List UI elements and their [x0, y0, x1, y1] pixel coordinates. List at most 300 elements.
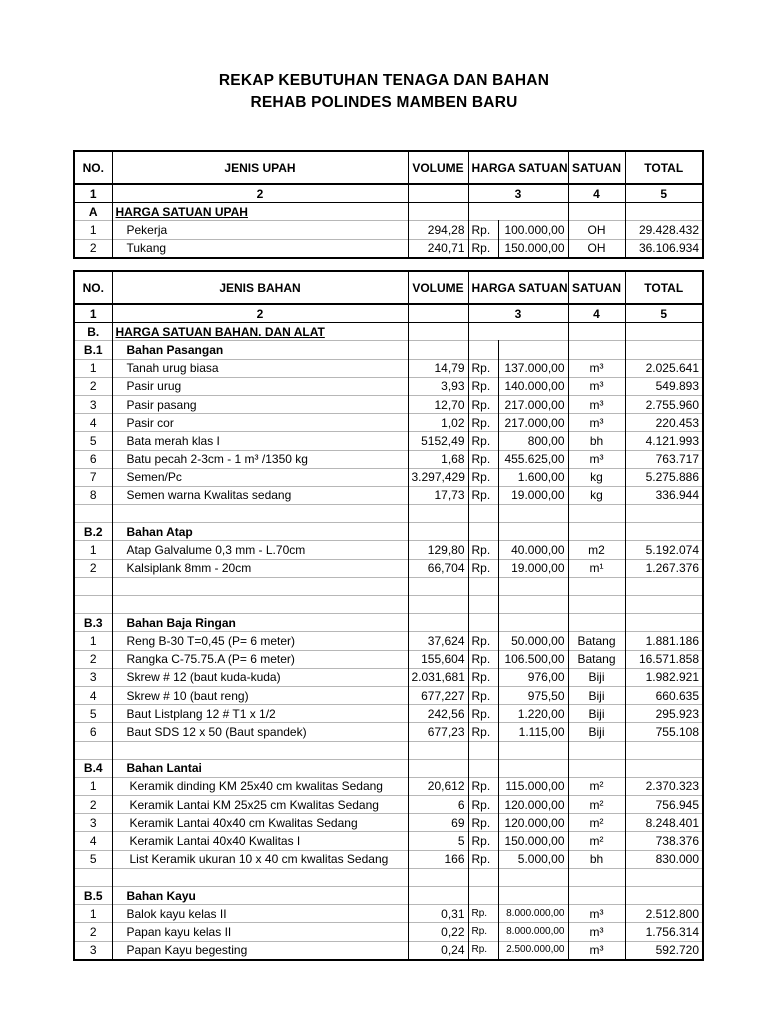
cell: [468, 887, 498, 905]
row-satuan: m³: [568, 395, 625, 413]
row-satuan: Batang: [568, 650, 625, 668]
cell: [408, 887, 468, 905]
cell: [408, 577, 468, 595]
row-volume: 129,80: [408, 541, 468, 559]
table-row: [74, 468, 703, 486]
row-harga: 19.000,00: [498, 486, 568, 504]
row-total: 1.756.314: [625, 923, 703, 941]
header-satuan: SATUAN: [568, 151, 625, 184]
table-header-row: [74, 271, 703, 304]
row-total: 738.376: [625, 832, 703, 850]
table-row: [74, 796, 703, 814]
row-currency: Rp.: [468, 468, 498, 486]
cell: [468, 614, 498, 632]
row-satuan: m¹: [568, 559, 625, 577]
row-total: 1.881.186: [625, 632, 703, 650]
colnum: 3: [468, 184, 568, 203]
row-no: 3: [74, 814, 112, 832]
row-volume: 20,612: [408, 777, 468, 795]
row-volume: 12,70: [408, 395, 468, 413]
colnum: 4: [568, 184, 625, 203]
row-volume: 677,227: [408, 686, 468, 704]
row-total: 2.755.960: [625, 395, 703, 413]
row-total: 2.512.800: [625, 905, 703, 923]
row-currency: Rp.: [468, 559, 498, 577]
section-label: HARGA SATUAN BAHAN. DAN ALAT: [112, 323, 408, 341]
table-row: [74, 923, 703, 941]
row-satuan: m²: [568, 832, 625, 850]
table-row: [74, 541, 703, 559]
row-name: Keramik dinding KM 25x40 cm kwalitas Sedang: [112, 777, 408, 795]
row-total: 8.248.401: [625, 814, 703, 832]
row-total: 36.106.934: [625, 239, 703, 258]
cell: [112, 741, 408, 759]
table-row: [74, 486, 703, 504]
row-harga: 120.000,00: [498, 796, 568, 814]
table-row: [74, 705, 703, 723]
header-total: TOTAL: [625, 271, 703, 304]
row-satuan: m³: [568, 905, 625, 923]
row-total: 592.720: [625, 941, 703, 960]
row-no: 6: [74, 450, 112, 468]
row-total: 2.370.323: [625, 777, 703, 795]
row-harga: 150.000,00: [498, 832, 568, 850]
row-no: 4: [74, 414, 112, 432]
cell: [568, 577, 625, 595]
subsection-no: B.5: [74, 887, 112, 905]
cell: [74, 577, 112, 595]
row-no: 3: [74, 395, 112, 413]
row-volume: 0,31: [408, 905, 468, 923]
document-title: REKAP KEBUTUHAN TENAGA DAN BAHAN: [218, 72, 550, 89]
row-volume: 0,24: [408, 941, 468, 960]
cell: [625, 577, 703, 595]
cell: [112, 577, 408, 595]
row-name: List Keramik ukuran 10 x 40 cm kwalitas Sedang: [112, 850, 408, 868]
cell: [625, 505, 703, 523]
table-row: [74, 686, 703, 704]
row-name: Keramik Lantai 40x40 cm Kwalitas Sedang: [112, 814, 408, 832]
header-volume: VOLUME: [408, 271, 468, 304]
subsection-row: [74, 887, 703, 905]
row-harga: 100.000,00: [498, 221, 568, 239]
subsection-no: B.4: [74, 759, 112, 777]
row-total: 4.121.993: [625, 432, 703, 450]
row-currency: Rp.: [468, 541, 498, 559]
cell: [625, 614, 703, 632]
row-currency: Rp.: [468, 850, 498, 868]
row-satuan: Biji: [568, 705, 625, 723]
cell: [498, 887, 568, 905]
cell: [498, 505, 568, 523]
row-total: 2.025.641: [625, 359, 703, 377]
row-satuan: bh: [568, 850, 625, 868]
row-name: Pekerja: [112, 221, 408, 239]
table-row: [74, 941, 703, 960]
row-no: 3: [74, 941, 112, 960]
row-volume: 6: [408, 796, 468, 814]
row-currency: Rp.: [468, 905, 498, 923]
row-name: Atap Galvalume 0,3 mm - L.70cm: [112, 541, 408, 559]
row-volume: 17,73: [408, 486, 468, 504]
row-volume: 240,71: [408, 239, 468, 258]
row-name: Reng B-30 T=0,45 (P= 6 meter): [112, 632, 408, 650]
cell: [568, 887, 625, 905]
colnum: 2: [112, 184, 408, 203]
row-currency: Rp.: [468, 668, 498, 686]
colnum: 5: [625, 184, 703, 203]
colnum: 1: [74, 304, 112, 323]
subsection-label: Bahan Kayu: [112, 887, 408, 905]
row-currency: Rp.: [468, 796, 498, 814]
colnum: 3: [468, 304, 568, 323]
table-row: [74, 814, 703, 832]
row-total: 1.267.376: [625, 559, 703, 577]
header-jenis: JENIS UPAH: [112, 151, 408, 184]
row-volume: 37,624: [408, 632, 468, 650]
row-harga: 40.000,00: [498, 541, 568, 559]
row-name: Rangka C-75.75.A (P= 6 meter): [112, 650, 408, 668]
cell: [625, 868, 703, 886]
row-total: 295.923: [625, 705, 703, 723]
blank-row: [74, 741, 703, 759]
row-satuan: m³: [568, 414, 625, 432]
document-subtitle: REHAB POLINDES MAMBEN BARU: [250, 94, 518, 111]
cell: [74, 741, 112, 759]
row-no: 1: [74, 632, 112, 650]
cell: [498, 596, 568, 614]
row-satuan: kg: [568, 486, 625, 504]
row-volume: 677,23: [408, 723, 468, 741]
cell: [468, 868, 498, 886]
cell: [408, 868, 468, 886]
colnum: [408, 184, 468, 203]
header-no: NO.: [74, 271, 112, 304]
row-harga: 2.500.000,00: [498, 941, 568, 960]
row-no: 1: [74, 541, 112, 559]
blank-row: [74, 577, 703, 595]
row-currency: Rp.: [468, 239, 498, 258]
cell: [468, 741, 498, 759]
cell: [468, 523, 498, 541]
colnum: 5: [625, 304, 703, 323]
subsection-label: Bahan Lantai: [112, 759, 408, 777]
row-currency: Rp.: [468, 705, 498, 723]
row-no: 5: [74, 850, 112, 868]
cell: [625, 887, 703, 905]
row-volume: 5152,49: [408, 432, 468, 450]
table-row: [74, 905, 703, 923]
section-row: [74, 323, 703, 341]
row-name: Baut Listplang 12 # T1 x 1/2: [112, 705, 408, 723]
subsection-row: [74, 341, 703, 359]
row-currency: Rp.: [468, 650, 498, 668]
row-no: 6: [74, 723, 112, 741]
row-total: 830.000: [625, 850, 703, 868]
section-row: [74, 203, 703, 221]
cell: [625, 596, 703, 614]
subsection-row: [74, 523, 703, 541]
row-satuan: m³: [568, 941, 625, 960]
row-name: Tukang: [112, 239, 408, 258]
header-volume: VOLUME: [408, 151, 468, 184]
cell: [568, 596, 625, 614]
cell: [74, 505, 112, 523]
row-currency: Rp.: [468, 450, 498, 468]
row-harga: 8.000.000,00: [498, 905, 568, 923]
row-name: Baut SDS 12 x 50 (Baut spandek): [112, 723, 408, 741]
row-name: Balok kayu kelas II: [112, 905, 408, 923]
subsection-label: Bahan Baja Ringan: [112, 614, 408, 632]
row-harga: 1.600,00: [498, 468, 568, 486]
cell: [498, 577, 568, 595]
row-total: 5.192.074: [625, 541, 703, 559]
row-currency: Rp.: [468, 377, 498, 395]
row-name: Batu pecah 2-3cm - 1 m³ /1350 kg: [112, 450, 408, 468]
row-satuan: m³: [568, 450, 625, 468]
cell: [498, 341, 568, 359]
row-name: Keramik Lantai KM 25x25 cm Kwalitas Sedang: [112, 796, 408, 814]
row-currency: Rp.: [468, 814, 498, 832]
subsection-no: B.2: [74, 523, 112, 541]
cell: [468, 759, 498, 777]
row-harga: 217.000,00: [498, 395, 568, 413]
table-row: [74, 359, 703, 377]
row-total: 1.982.921: [625, 668, 703, 686]
row-satuan: m³: [568, 359, 625, 377]
row-name: Semen/Pc: [112, 468, 408, 486]
cell: [568, 759, 625, 777]
subsection-no: B.1: [74, 341, 112, 359]
section-label: HARGA SATUAN UPAH: [112, 203, 408, 221]
table-row: [74, 377, 703, 395]
table-row: [74, 450, 703, 468]
row-currency: Rp.: [468, 359, 498, 377]
row-satuan: OH: [568, 239, 625, 258]
row-satuan: OH: [568, 221, 625, 239]
row-satuan: m³: [568, 923, 625, 941]
row-no: 2: [74, 239, 112, 258]
row-total: 16.571.858: [625, 650, 703, 668]
cell: [498, 614, 568, 632]
cell: [625, 759, 703, 777]
subsection-no: B.3: [74, 614, 112, 632]
row-no: 8: [74, 486, 112, 504]
table-row: [74, 414, 703, 432]
cell: [74, 868, 112, 886]
row-no: 3: [74, 668, 112, 686]
colnum: 4: [568, 304, 625, 323]
table-row: [74, 850, 703, 868]
row-harga: 217.000,00: [498, 414, 568, 432]
row-harga: 137.000,00: [498, 359, 568, 377]
row-volume: 294,28: [408, 221, 468, 239]
row-no: 4: [74, 832, 112, 850]
cell: [568, 341, 625, 359]
cell: [468, 596, 498, 614]
row-no: 1: [74, 777, 112, 795]
header-jenis: JENIS BAHAN: [112, 271, 408, 304]
row-name: Pasir cor: [112, 414, 408, 432]
cell: [625, 741, 703, 759]
cell: [625, 523, 703, 541]
cell: [112, 596, 408, 614]
row-harga: 976,00: [498, 668, 568, 686]
subsection-row: [74, 759, 703, 777]
row-name: Tanah urug biasa: [112, 359, 408, 377]
row-volume: 2.031,681: [408, 668, 468, 686]
subsection-label: Bahan Atap: [112, 523, 408, 541]
row-total: 756.945: [625, 796, 703, 814]
row-volume: 166: [408, 850, 468, 868]
row-name: Kalsiplank 8mm - 20cm: [112, 559, 408, 577]
colnum: 1: [74, 184, 112, 203]
subsection-label: Bahan Pasangan: [112, 341, 408, 359]
row-harga: 106.500,00: [498, 650, 568, 668]
table-row: [74, 432, 703, 450]
row-total: 29.428.432: [625, 221, 703, 239]
table-row: [74, 239, 703, 258]
row-satuan: m²: [568, 796, 625, 814]
table-row: [74, 632, 703, 650]
subsection-row: [74, 614, 703, 632]
row-name: Papan kayu kelas II: [112, 923, 408, 941]
row-satuan: m²: [568, 814, 625, 832]
cell: [625, 341, 703, 359]
cell: [408, 741, 468, 759]
row-currency: Rp.: [468, 414, 498, 432]
row-currency: Rp.: [468, 832, 498, 850]
header-satuan: SATUAN: [568, 271, 625, 304]
row-no: 1: [74, 359, 112, 377]
row-no: 2: [74, 377, 112, 395]
row-name: Semen warna Kwalitas sedang: [112, 486, 408, 504]
row-total: 220.453: [625, 414, 703, 432]
row-harga: 150.000,00: [498, 239, 568, 258]
row-total: 336.944: [625, 486, 703, 504]
section-no: A: [74, 203, 112, 221]
row-no: 2: [74, 650, 112, 668]
row-harga: 800,00: [498, 432, 568, 450]
row-no: 1: [74, 905, 112, 923]
column-number-row: [74, 184, 703, 203]
row-name: Skrew # 12 (baut kuda-kuda): [112, 668, 408, 686]
table-row: [74, 668, 703, 686]
row-no: 4: [74, 686, 112, 704]
row-name: Bata merah klas I: [112, 432, 408, 450]
table-row: [74, 723, 703, 741]
row-no: 2: [74, 923, 112, 941]
row-currency: Rp.: [468, 432, 498, 450]
row-no: 1: [74, 221, 112, 239]
colnum: [408, 304, 468, 323]
row-harga: 1.115,00: [498, 723, 568, 741]
cell: [112, 868, 408, 886]
header-harga: HARGA SATUAN: [468, 271, 568, 304]
row-total: 755.108: [625, 723, 703, 741]
row-volume: 3.297,429: [408, 468, 468, 486]
row-harga: 455.625,00: [498, 450, 568, 468]
row-currency: Rp.: [468, 923, 498, 941]
row-total: 549.893: [625, 377, 703, 395]
column-number-row: [74, 304, 703, 323]
row-total: 763.717: [625, 450, 703, 468]
row-harga: 8.000.000,00: [498, 923, 568, 941]
cell: [568, 741, 625, 759]
table-row: [74, 559, 703, 577]
cell: [498, 741, 568, 759]
header-no: NO.: [74, 151, 112, 184]
row-currency: Rp.: [468, 723, 498, 741]
row-harga: 140.000,00: [498, 377, 568, 395]
row-harga: 975,50: [498, 686, 568, 704]
blank-row: [74, 596, 703, 614]
row-satuan: m²: [568, 777, 625, 795]
cell: [408, 505, 468, 523]
row-total: 660.635: [625, 686, 703, 704]
cell: [568, 523, 625, 541]
row-currency: Rp.: [468, 395, 498, 413]
bahan-table: [73, 270, 704, 961]
row-volume: 69: [408, 814, 468, 832]
row-volume: 1,68: [408, 450, 468, 468]
header-harga: HARGA SATUAN: [468, 151, 568, 184]
section-no: B.: [74, 323, 112, 341]
row-no: 5: [74, 432, 112, 450]
cell: [498, 868, 568, 886]
row-name: Pasir pasang: [112, 395, 408, 413]
table-row: [74, 832, 703, 850]
row-volume: 0,22: [408, 923, 468, 941]
row-satuan: bh: [568, 432, 625, 450]
row-currency: Rp.: [468, 941, 498, 960]
row-volume: 66,704: [408, 559, 468, 577]
cell: [112, 505, 408, 523]
table-row: [74, 650, 703, 668]
row-satuan: Biji: [568, 686, 625, 704]
row-currency: Rp.: [468, 486, 498, 504]
cell: [498, 759, 568, 777]
row-volume: 14,79: [408, 359, 468, 377]
row-currency: Rp.: [468, 632, 498, 650]
row-volume: 3,93: [408, 377, 468, 395]
cell: [408, 759, 468, 777]
row-total: 5.275.886: [625, 468, 703, 486]
blank-row: [74, 868, 703, 886]
row-satuan: m2: [568, 541, 625, 559]
row-name: Papan Kayu begesting: [112, 941, 408, 960]
row-harga: 5.000,00: [498, 850, 568, 868]
cell: [568, 505, 625, 523]
row-no: 2: [74, 559, 112, 577]
row-volume: 1,02: [408, 414, 468, 432]
cell: [498, 523, 568, 541]
row-satuan: m³: [568, 377, 625, 395]
cell: [568, 868, 625, 886]
cell: [408, 341, 468, 359]
colnum: 2: [112, 304, 408, 323]
row-volume: 5: [408, 832, 468, 850]
table-row: [74, 221, 703, 239]
row-name: Skrew # 10 (baut reng): [112, 686, 408, 704]
table-row: [74, 395, 703, 413]
row-volume: 242,56: [408, 705, 468, 723]
cell: [468, 577, 498, 595]
row-harga: 1.220,00: [498, 705, 568, 723]
blank-row: [74, 505, 703, 523]
row-satuan: kg: [568, 468, 625, 486]
table-header-row: [74, 151, 703, 184]
